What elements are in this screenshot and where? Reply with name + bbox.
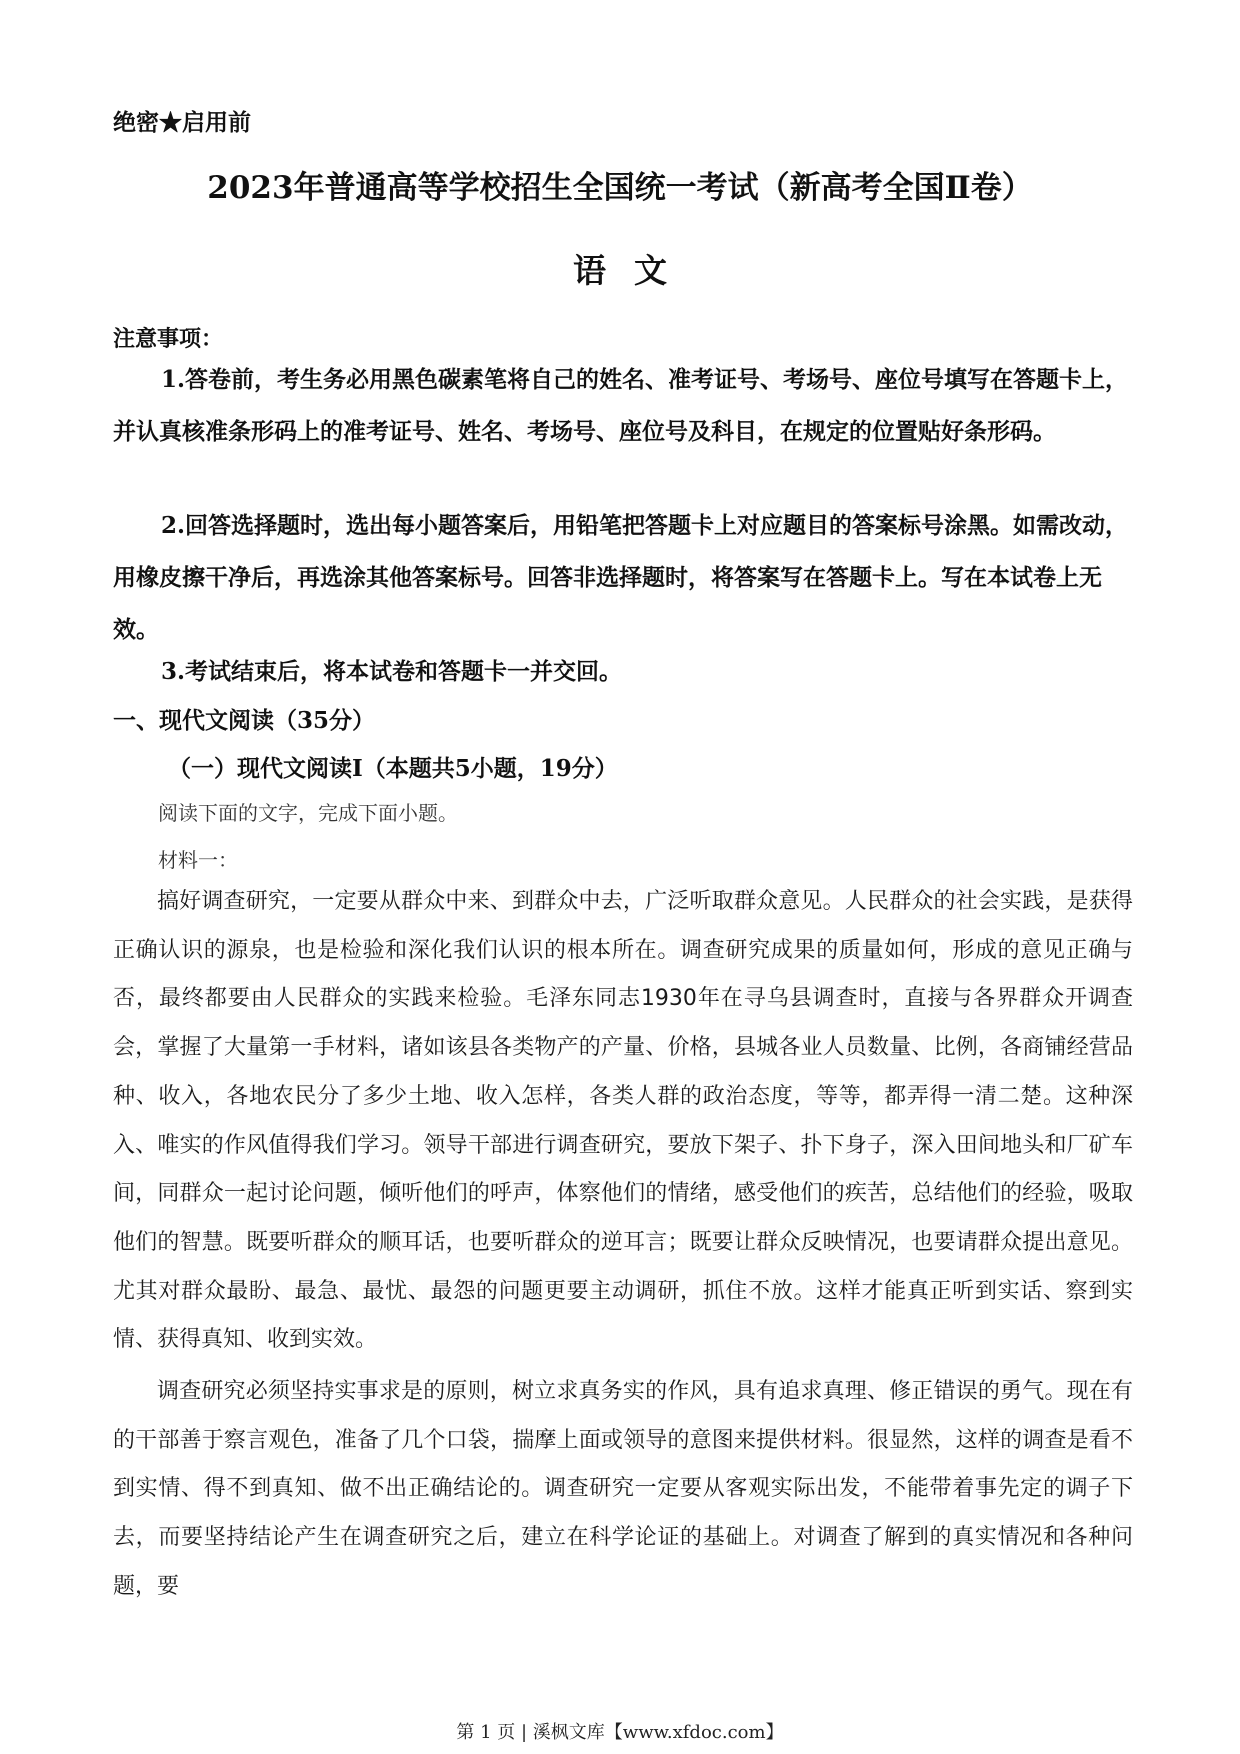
subject-title: 语文 [573, 251, 695, 290]
reading-instruction: 阅读下面的文字，完成下面小题。 [158, 801, 458, 825]
passage-paragraph-1: 搞好调查研究，一定要从群众中来、到群众中去，广泛听取群众意见。人民群众的社会实践，是获得正确认识的源泉，也是检验和深化我们认识的根本所在。调查研究成果的质量如何，形成的意见正确与否，最终都要由人民群众的实践来检验。毛泽东同志1930年在寻乌县调查时，直接与各界群众开调查会，掌握了大量第一手材料，诸如该县各类物产的产量、价格，县城各业人员数量、比例，各商铺经营品种、收入，各地农民分了多少土地、收入怎样，各类人群的政治态度，等等，都弄得一清二楚。这种深入、唯实的作风值得我们学习。领导干部进行调查研究，要放下架子、扑下身子，深入田间地头和厂矿车间，同群众一起讨论问题，倾听他们的呼声，体察他们的情绪，感受他们的疾苦，总结他们的经验，吸取他们的智慧。既要听群众的顺耳话，也要听群众的逆耳言；既要让群众反映情况，也要请群众提出意见。尤其对群众最盼、最急、最忧、最怨的问题更要主动调研，抓住不放。这样才能真正听到实话、察到实情、获得真知、收到实效。 [113, 889, 1133, 1353]
section-title: 一、现代文阅读（35分） [113, 707, 376, 734]
passage-paragraph-2: 调查研究必须坚持实事求是的原则，树立求真务实的作风，具有追求真理、修正错误的勇气。现在有的干部善于察言观色，准备了几个口袋，揣摩上面或领导的意图来提供材料。很显然，这样的调查是看不到实情、得不到真知、做不出正确结论的。调查研究一定要从客观实际出发，不能带着事先定的调子下去，而要坚持结论产生在调查研究之后，建立在科学论证的基础上。对调查了解到的真实情况和各种问题，要 [113, 1379, 1133, 1599]
exam-title: 2023年普通高等学校招生全国统一考试（新高考全国Ⅱ卷） [207, 170, 1033, 206]
note-item-2: 2.回答选择题时，选出每小题答案后，用铅笔把答题卡上对应题目的答案标号涂黑。如需改动，用橡皮擦干净后，再选涂其他答案标号。回答非选择题时，将答案写在答题卡上。写在本试卷上无效。 [113, 512, 1129, 643]
notes-heading: 注意事项： [113, 326, 224, 352]
note-item-3: 3.考试结束后，将本试卷和答题卡一并交回。 [161, 658, 623, 685]
subsection-title: （一）现代文阅读Ⅰ（本题共5小题，19分） [168, 755, 618, 782]
page-footer: 第 1 页 | 溪枫文库【www.xfdoc.com】 [456, 1722, 784, 1743]
secret-mark: 绝密★启用前 [113, 109, 251, 136]
material-label: 材料一： [158, 848, 238, 872]
note-item-1: 1.答卷前，考生务必用黑色碳素笔将自己的姓名、准考证号、考场号、座位号填写在答题卡上，并认真核准条形码上的准考证号、姓名、考场号、座位号及科目，在规定的位置贴好条形码。 [113, 366, 1129, 445]
